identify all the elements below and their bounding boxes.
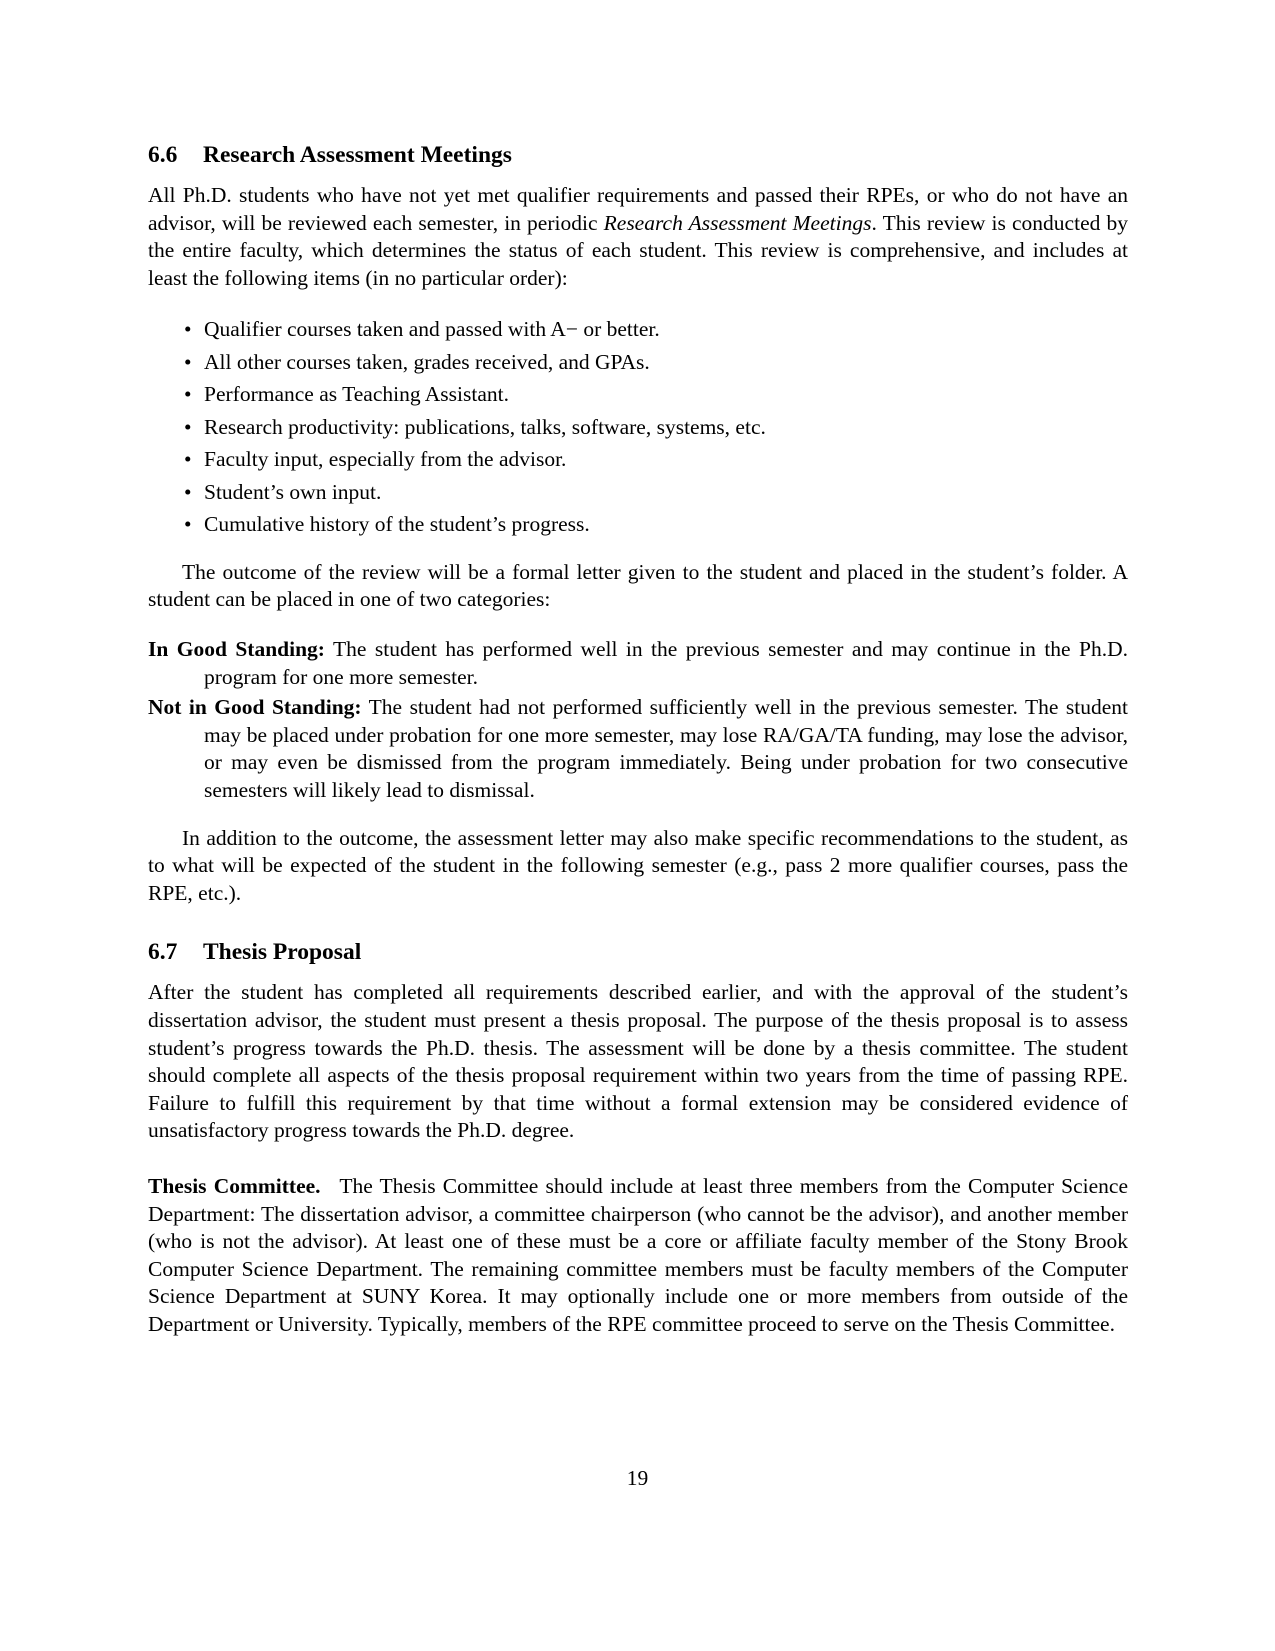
assessment-items-list xyxy=(148,316,1128,539)
list-item-text: All other courses taken, grades received, and GPAs. xyxy=(204,349,650,374)
intro-text-start: All Ph.D. students who have not yet met qualifier requirements and passed their RPEs, or who do not have an advisor, will be reviewed each semester, in periodic xyxy=(148,183,1128,235)
list-item xyxy=(184,414,1128,442)
section-number: 6.7 xyxy=(148,939,178,966)
category-term: Not in Good Standing: xyxy=(148,695,362,720)
list-item xyxy=(184,316,1128,344)
category-description: The student had not performed sufficiently well in the previous semester. The student may be placed under probation for one more semester, may lose RA/GA/TA funding, may lose the advisor, or may even be dismissed from the program immediately. Being under probation for two consecutive semesters will likely lead to dismissal. xyxy=(204,695,1128,803)
bullet-icon: • xyxy=(184,512,192,537)
section-heading-6-7 xyxy=(148,937,1128,967)
list-item xyxy=(184,381,1128,409)
section-title: Thesis Proposal xyxy=(203,939,362,966)
bullet-icon: • xyxy=(184,479,192,504)
list-item-text: Student’s own input. xyxy=(204,479,382,504)
section-number: 6.6 xyxy=(148,142,178,168)
bullet-icon: • xyxy=(184,317,192,342)
bullet-icon: • xyxy=(184,349,192,374)
list-item xyxy=(184,479,1128,507)
section-heading-6-6 xyxy=(148,140,1128,170)
section-title: Research Assessment Meetings xyxy=(203,142,512,168)
list-item xyxy=(184,446,1128,474)
list-item-text: Cumulative history of the student’s progress. xyxy=(204,512,590,537)
list-item-text: Faculty input, especially from the advisor. xyxy=(204,447,567,472)
category-term: In Good Standing: xyxy=(148,637,325,662)
bullet-icon: • xyxy=(184,447,192,472)
outcome-paragraph: The outcome of the review will be a formal letter given to the student and placed in the student’s folder. A student can be placed in one of two categories: xyxy=(148,559,1128,612)
thesis-committee-text: The Thesis Committee should include at least three members from the Computer Science Department: The dissertation advisor, a committee chairperson (who cannot be the advisor), and another member (who is not the advisor). At least one of these must be a core or affiliate faculty member of the Stony Brook Computer Science Department. The remaining committee members must be faculty members of the Computer Science Department at SUNY Korea. It may optionally include one or more members from outside of the Department or University. Typically, members of the RPE committee proceed to serve on the Thesis Committee. xyxy=(148,1173,1128,1336)
section-6-6-intro xyxy=(148,182,1128,292)
list-item xyxy=(184,349,1128,377)
standing-categories xyxy=(148,636,1128,805)
bullet-icon: • xyxy=(184,382,192,407)
list-item-text: Performance as Teaching Assistant. xyxy=(204,382,509,407)
intro-italic-term: Research Assessment Meetings xyxy=(603,210,872,235)
category-not-good-standing xyxy=(148,694,1128,804)
bullet-icon: • xyxy=(184,414,192,439)
intro-text-end: . This review is conducted by the entire faculty, which determines the status of each student. This review is comprehensive, and includes at least the following items (in no particular order): xyxy=(148,210,1128,290)
document-page xyxy=(148,140,1128,1339)
thesis-committee-paragraph xyxy=(148,1173,1128,1339)
list-item-text: Research productivity: publications, talks, software, systems, etc. xyxy=(204,414,766,439)
page-number: 19 xyxy=(626,1466,649,1490)
recommendations-paragraph: In addition to the outcome, the assessment letter may also make specific recommendations to the student, as to what will be expected of the student in the following semester (e.g., pass 2 more qualifier courses, pass the RPE, etc.). xyxy=(148,825,1128,905)
section-6-7-intro: After the student has completed all requirements described earlier, and with the approval of the student’s dissertation advisor, the student must present a thesis proposal. The purpose of the thesis proposal is to assess student’s progress towards the Ph.D. thesis. The assessment will be done by a thesis committee. The student should complete all aspects of the thesis proposal requirement within two years from the time of passing RPE. Failure to fulfill this requirement by that time without a formal extension may be considered evidence of unsatisfactory progress towards the Ph.D. degree. xyxy=(148,980,1128,1143)
list-item xyxy=(184,511,1128,539)
list-item-text: Qualifier courses taken and passed with A− or better. xyxy=(204,317,660,342)
thesis-committee-heading: Thesis Committee. xyxy=(148,1173,321,1198)
category-good-standing xyxy=(148,636,1128,691)
category-description: The student has performed well in the previous semester and may continue in the Ph.D. program for one more semester. xyxy=(204,637,1128,689)
